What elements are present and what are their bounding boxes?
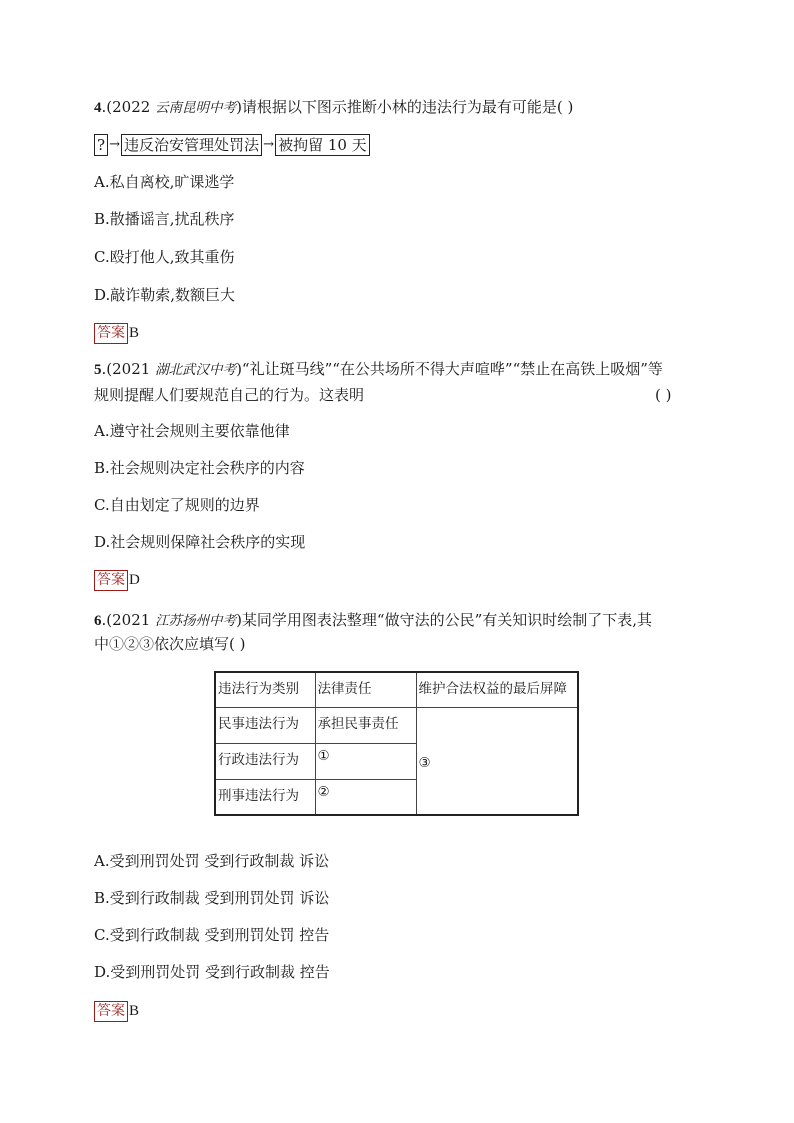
answer-value: D: [129, 571, 140, 588]
q6-source: 江苏扬州中考: [155, 613, 237, 629]
q5-number: 5: [94, 362, 102, 378]
table-cell: ①: [315, 743, 416, 779]
q6-option-a: A.受到刑罚处罚 受到行政制裁 诉讼: [94, 852, 330, 870]
q4-source: 云南昆明中考: [155, 100, 237, 116]
q6-number: 6: [94, 613, 102, 629]
table-cell: 刑事违法行为: [215, 779, 315, 815]
q6-stem-line1: [94, 610, 652, 631]
q5-answer: [94, 569, 140, 591]
q6-answer: [94, 1000, 139, 1022]
q6-option-d: D.受到刑罚处罚 受到行政制裁 控告: [94, 963, 330, 981]
q4-stem-text: )请根据以下图示推断小林的违法行为最有可能是( ): [236, 98, 574, 116]
table-header-cell: 违法行为类别: [215, 672, 315, 707]
q5-source: 湖北武汉中考: [155, 362, 237, 378]
answer-tag: 答案: [94, 570, 128, 591]
q4-flow-diagram: [94, 134, 370, 156]
q5-option-b: B.社会规则决定社会秩序的内容: [94, 459, 305, 477]
q4-option-b: B.散播谣言,扰乱秩序: [94, 210, 235, 228]
q4-option-d: D.敲诈勒索,数额巨大: [94, 286, 236, 304]
answer-tag: 答案: [94, 1001, 128, 1022]
table-header-row: [215, 672, 578, 707]
q5-prefix: .(2021: [101, 360, 156, 378]
q5-option-a: A.遵守社会规则主要依靠他律: [94, 422, 290, 440]
q4-answer: [94, 322, 139, 344]
q4-number: 4: [94, 100, 102, 116]
flow-box-unknown: ?: [94, 134, 108, 156]
q6-knowledge-table: [214, 671, 579, 816]
answer-tag: 答案: [94, 323, 128, 344]
q5-option-c: C.自由划定了规则的边界: [94, 496, 260, 514]
table-cell: 承担民事责任: [315, 707, 416, 743]
flow-box-penalty: 被拘留 10 天: [275, 134, 370, 156]
q5-stem-text: )“礼让斑马线”“在公共场所不得大声喧哗”“禁止在高铁上吸烟”等: [236, 360, 663, 378]
q5-option-d: D.社会规则保障社会秩序的实现: [94, 533, 306, 551]
table-cell: 民事违法行为: [215, 707, 315, 743]
table-header-cell: 维护合法权益的最后屏障: [416, 672, 578, 707]
arrow-right-icon: →: [109, 137, 120, 152]
q5-answer-paren: ( ): [655, 386, 672, 404]
answer-value: B: [129, 324, 140, 341]
table-header-cell: 法律责任: [315, 672, 416, 707]
table-row: [215, 707, 578, 743]
table-merged-cell: ③: [416, 707, 578, 815]
q6-stem-text: )某同学用图表法整理“做守法的公民”有关知识时绘制了下表,其: [236, 611, 653, 629]
arrow-right-icon: →: [263, 137, 275, 152]
q6-stem-line2: 中①②③依次应填写( ): [94, 635, 246, 653]
q5-stem-line1: [94, 359, 663, 380]
q5-stem-line2: 规则提醒人们要规范自己的行为。这表明: [94, 386, 365, 404]
q6-prefix: .(2021: [101, 611, 156, 629]
q4-option-a: A.私自离校,旷课逃学: [94, 173, 235, 191]
answer-value: B: [129, 1002, 140, 1019]
q4-stem: [94, 97, 573, 118]
q6-option-b: B.受到行政制裁 受到刑罚处罚 诉讼: [94, 889, 330, 907]
q6-option-c: C.受到行政制裁 受到刑罚处罚 控告: [94, 926, 330, 944]
flow-box-violation: 违反治安管理处罚法: [121, 134, 262, 156]
table-cell: 行政违法行为: [215, 743, 315, 779]
q4-option-c: C.殴打他人,致其重伤: [94, 248, 235, 266]
q4-prefix: .(2022: [101, 98, 156, 116]
table-cell: ②: [315, 779, 416, 815]
